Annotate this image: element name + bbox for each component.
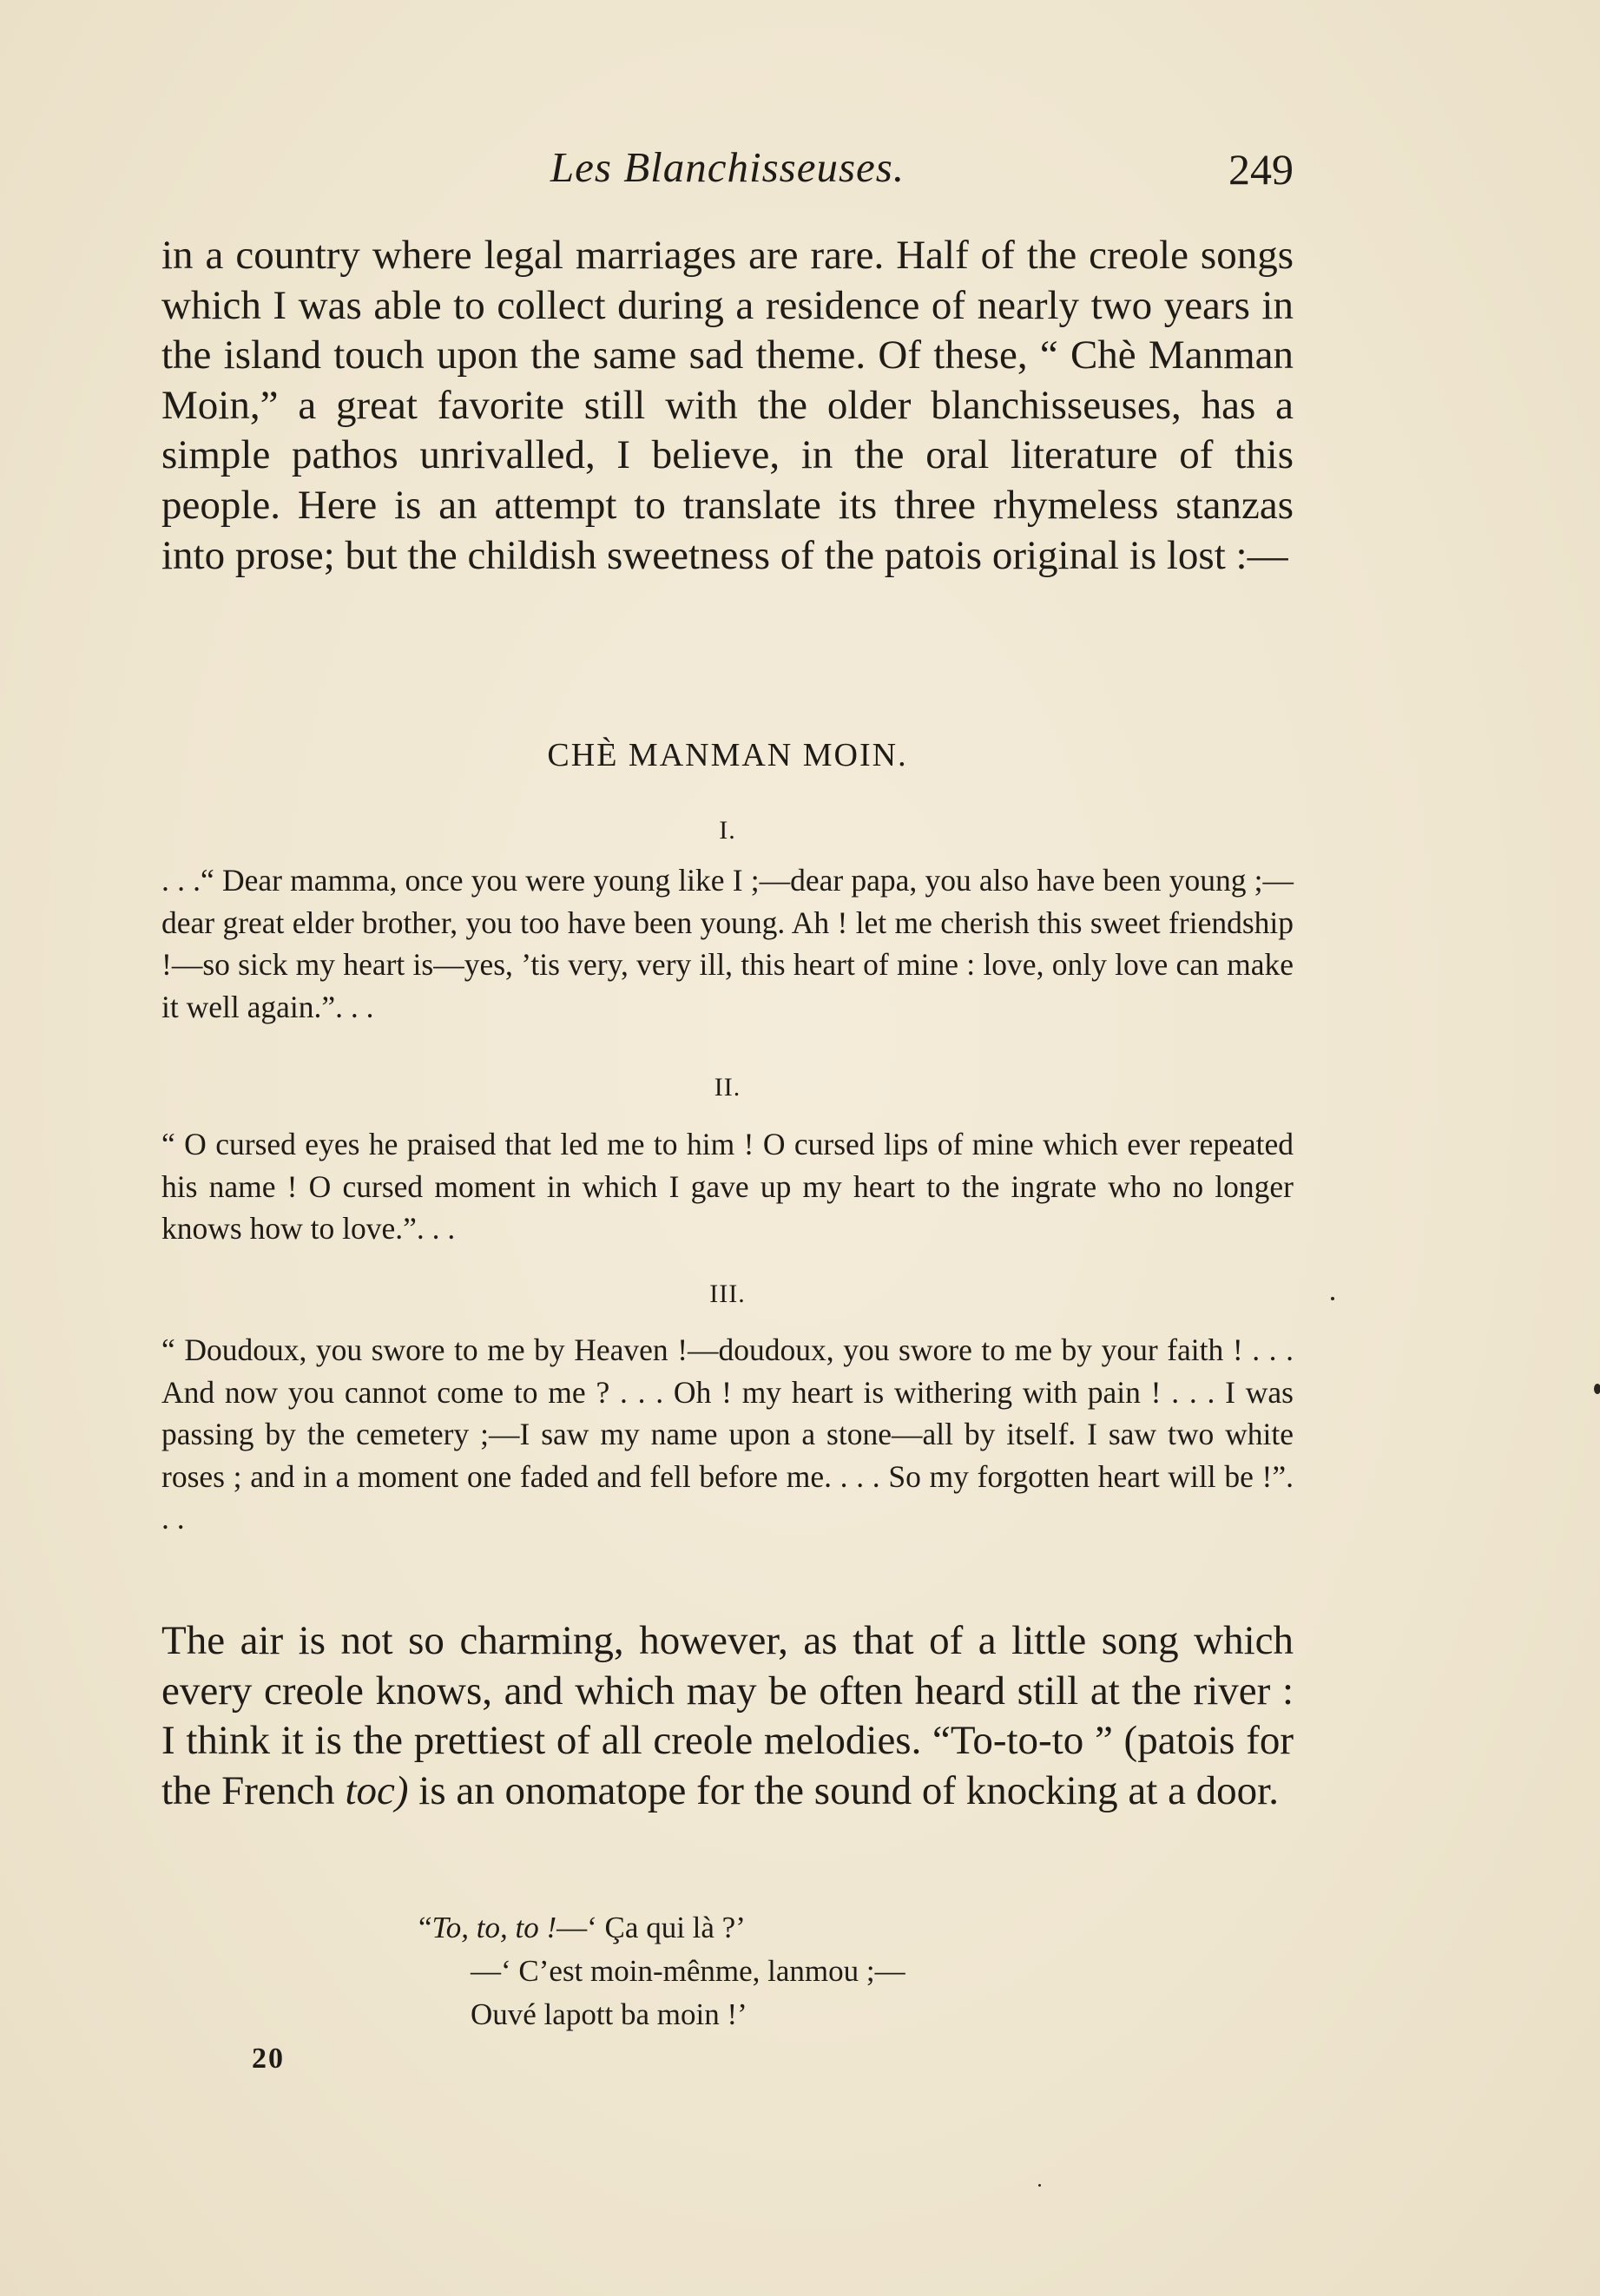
closing-paragraph-after: is an onomatope for the sound of knocking at a door. — [408, 1767, 1279, 1813]
running-head: Les Blanchisseuses. — [550, 143, 905, 191]
verse-line-1-rest: —‘ Ça qui là ?’ — [556, 1911, 746, 1944]
page-number: 249 — [1228, 145, 1294, 194]
verse-line-1 — [418, 1906, 905, 1950]
verse-line-3: Ouvé lapott ba moin !’ — [471, 1997, 747, 2031]
closing-paragraph-italic: toc) — [345, 1767, 409, 1813]
closing-paragraph — [161, 1616, 1294, 1816]
ink-speck — [1331, 1297, 1334, 1300]
stanza-text: “ Doudoux, you swore to me by Heaven !—doudoux, you swore to me by your faith ! . . . And now you cannot come to me ? . . . Oh ! my heart is withering with pain ! . . . I was passing by the cemetery ;—I saw my name upon a stone—all by itself. I saw two white roses ; and in a moment one faded and fell before me. . . . So my forgotten heart will be !”. . . — [161, 1332, 1294, 1536]
ink-speck — [1594, 1384, 1600, 1394]
stanza-numeral: I. — [719, 816, 736, 845]
closing-paragraph-before: The air is not so charming, however, as that of a little song which every creole knows, and which may be often heard still at the river : I think it is the prettiest of all creole melodies. “To-to-to ” (patois for the French — [161, 1618, 1294, 1813]
signature-mark: 20 — [252, 2043, 285, 2075]
stanza-numeral: II. — [714, 1073, 741, 1102]
song-title: CHÈ MANMAN MOIN. — [547, 737, 908, 773]
page-header — [161, 142, 1294, 203]
verse-block — [418, 1906, 905, 2036]
intro-paragraph: in a country where legal marriages are rare. Half of the creole songs which I was able to collect during a residence of nearly two years in the island touch upon the same sad theme. Of these, “ Chè Manman Moin,” a great favorite still with the older blanchisseuses, has a simple pathos unrivalled, I believe, in the oral literature of this people. Here is an attempt to translate its three rhymeless stanzas into prose; but the childish sweetness of the patois original is lost :— — [161, 233, 1294, 578]
verse-line-1-quote: “ — [418, 1911, 432, 1944]
stanza-text: “ O cursed eyes he praised that led me to him ! O cursed lips of mine which ever repeated his name ! O cursed moment in which I gave up my heart to the ingrate who no longer knows how to love.”. . . — [161, 1127, 1294, 1246]
verse-line-1-italic: To, to, to ! — [431, 1911, 557, 1944]
ink-speck — [1038, 2184, 1041, 2187]
verse-line-2: —‘ C’est moin-mênme, lanmou ;— — [471, 1954, 905, 1988]
stanza-text: . . .“ Dear mamma, once you were young like I ;—dear papa, you also have been young ;—dear great elder brother, you too have been young. Ah ! let me cherish this sweet friendship !—so sick my heart is—yes, ’tis very, very ill, this heart of mine : love, only love can make it well again.”. . . — [161, 863, 1294, 1024]
stanza-numeral: III. — [709, 1280, 746, 1308]
